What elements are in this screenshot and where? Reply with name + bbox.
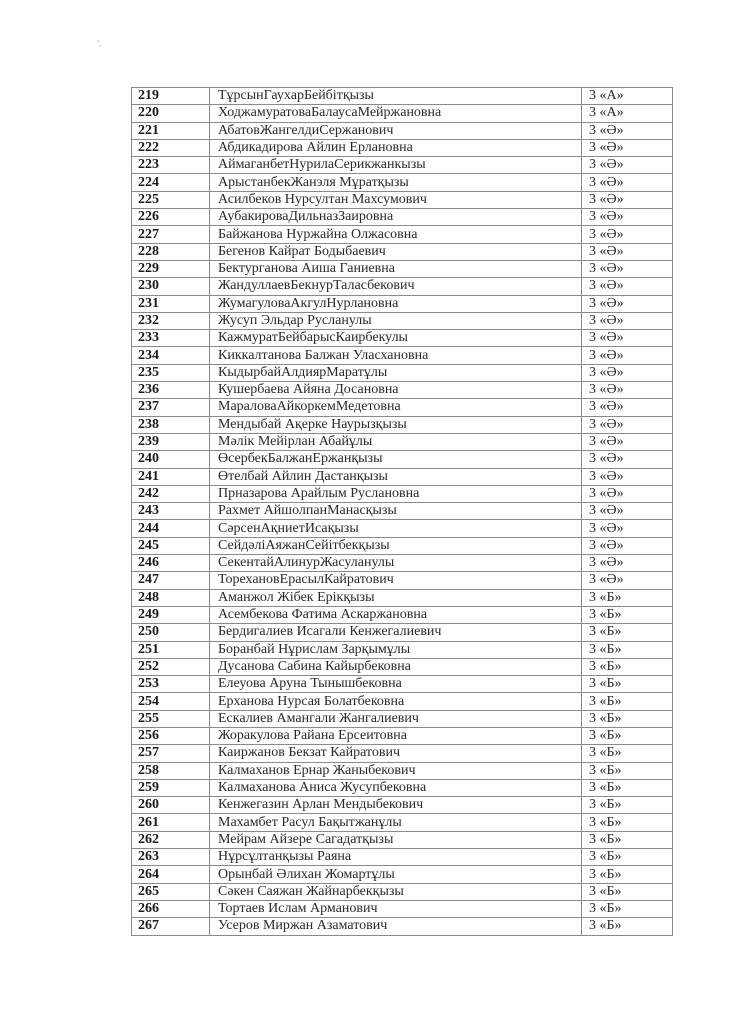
class-label: 3 «Ә» xyxy=(582,347,673,364)
table-row xyxy=(132,814,673,831)
row-number: 224 xyxy=(132,174,210,191)
class-label: 3 «Б» xyxy=(582,762,673,779)
row-number: 260 xyxy=(132,797,210,814)
class-label: 3 «Ә» xyxy=(582,260,673,277)
student-name: Бердигалиев Исагали Кенжегалиевич xyxy=(210,624,582,641)
class-label: 3 «Ә» xyxy=(582,157,673,174)
row-number: 263 xyxy=(132,849,210,866)
student-name: Жусуп Эльдар Русланулы xyxy=(210,312,582,329)
student-name: Мейрам Айзере Сагадатқызы xyxy=(210,831,582,848)
table-row xyxy=(132,900,673,917)
student-name: АубакироваДильназЗаировна xyxy=(210,209,582,226)
student-name: Каиржанов Бекзат Кайратович xyxy=(210,745,582,762)
student-name: СәрсенАқниетИсақызы xyxy=(210,520,582,537)
student-name: Өтелбай Айлин Дастанқызы xyxy=(210,468,582,485)
row-number: 247 xyxy=(132,572,210,589)
class-label: 3 «Б» xyxy=(582,918,673,935)
class-label: 3 «Б» xyxy=(582,710,673,727)
class-label: 3 «Ә» xyxy=(582,399,673,416)
row-number: 227 xyxy=(132,226,210,243)
student-name: Аманжол Жібек Ерікқызы xyxy=(210,589,582,606)
class-label: 3 «Б» xyxy=(582,849,673,866)
table-row xyxy=(132,312,673,329)
class-label: 3 «Ә» xyxy=(582,278,673,295)
table-row xyxy=(132,797,673,814)
class-label: 3 «Ә» xyxy=(582,209,673,226)
student-name: АймаганбетНурилаСерикжанкызы xyxy=(210,157,582,174)
table-row xyxy=(132,589,673,606)
student-name: ТорехановЕрасылКайратович xyxy=(210,572,582,589)
scan-speck xyxy=(99,45,101,47)
table-row xyxy=(132,918,673,935)
student-name: Рахмет АйшолпанМанасқызы xyxy=(210,503,582,520)
class-label: 3 «Ә» xyxy=(582,139,673,156)
row-number: 252 xyxy=(132,658,210,675)
class-label: 3 «Ә» xyxy=(582,243,673,260)
student-name: Ерханова Нурсая Болатбековна xyxy=(210,693,582,710)
class-label: 3 «Б» xyxy=(582,641,673,658)
table-row xyxy=(132,762,673,779)
class-label: 3 «Ә» xyxy=(582,433,673,450)
class-label: 3 «Ә» xyxy=(582,122,673,139)
table-row xyxy=(132,468,673,485)
row-number: 245 xyxy=(132,537,210,554)
row-number: 250 xyxy=(132,624,210,641)
class-label: 3 «Б» xyxy=(582,624,673,641)
table-row xyxy=(132,209,673,226)
student-name: Мәлік Мейірлан Абайұлы xyxy=(210,433,582,450)
student-name: Жоракулова Райана Ерсеитовна xyxy=(210,727,582,744)
table-row xyxy=(132,122,673,139)
table-row xyxy=(132,503,673,520)
table-row xyxy=(132,572,673,589)
row-number: 259 xyxy=(132,779,210,796)
row-number: 229 xyxy=(132,260,210,277)
student-name: АбатовЖангелдиСержанович xyxy=(210,122,582,139)
student-name: СекентайАлинурЖасуланулы xyxy=(210,555,582,572)
row-number: 266 xyxy=(132,900,210,917)
class-label: 3 «Ә» xyxy=(582,520,673,537)
row-number: 262 xyxy=(132,831,210,848)
table-row xyxy=(132,416,673,433)
student-name: ХоджамуратоваБалаусаМейржановна xyxy=(210,105,582,122)
class-label: 3 «Ә» xyxy=(582,364,673,381)
class-label: 3 «Ә» xyxy=(582,503,673,520)
table-row xyxy=(132,537,673,554)
class-label: 3 «А» xyxy=(582,105,673,122)
row-number: 233 xyxy=(132,330,210,347)
student-name: Киккалтанова Балжан Уласхановна xyxy=(210,347,582,364)
row-number: 237 xyxy=(132,399,210,416)
table-row xyxy=(132,157,673,174)
row-number: 246 xyxy=(132,555,210,572)
table-row xyxy=(132,693,673,710)
row-number: 264 xyxy=(132,866,210,883)
row-number: 219 xyxy=(132,88,210,105)
class-label: 3 «Ә» xyxy=(582,485,673,502)
class-label: 3 «Б» xyxy=(582,779,673,796)
row-number: 226 xyxy=(132,209,210,226)
row-number: 228 xyxy=(132,243,210,260)
class-label: 3 «Б» xyxy=(582,727,673,744)
class-label: 3 «Ә» xyxy=(582,451,673,468)
student-name: Дусанова Сабина Кайырбековна xyxy=(210,658,582,675)
row-number: 242 xyxy=(132,485,210,502)
row-number: 240 xyxy=(132,451,210,468)
row-number: 253 xyxy=(132,676,210,693)
row-number: 234 xyxy=(132,347,210,364)
student-name: Мендыбай Ақерке Наурызқызы xyxy=(210,416,582,433)
student-name: Калмаханов Ернар Жаныбекович xyxy=(210,762,582,779)
roster-body xyxy=(132,88,673,936)
table-row xyxy=(132,520,673,537)
row-number: 239 xyxy=(132,433,210,450)
class-label: 3 «Ә» xyxy=(582,468,673,485)
class-label: 3 «Ә» xyxy=(582,416,673,433)
table-row xyxy=(132,226,673,243)
row-number: 249 xyxy=(132,606,210,623)
class-label: 3 «Б» xyxy=(582,658,673,675)
table-row xyxy=(132,849,673,866)
table-row xyxy=(132,295,673,312)
student-roster-table xyxy=(131,87,673,936)
row-number: 220 xyxy=(132,105,210,122)
table-row xyxy=(132,727,673,744)
row-number: 235 xyxy=(132,364,210,381)
row-number: 265 xyxy=(132,883,210,900)
student-name: Прназарова Арайлым Руслановна xyxy=(210,485,582,502)
student-name: Бектурганова Аиша Ганиевна xyxy=(210,260,582,277)
row-number: 244 xyxy=(132,520,210,537)
row-number: 230 xyxy=(132,278,210,295)
table-row xyxy=(132,174,673,191)
row-number: 243 xyxy=(132,503,210,520)
class-label: 3 «Ә» xyxy=(582,295,673,312)
student-name: Орынбай Әлихан Жомартұлы xyxy=(210,866,582,883)
class-label: 3 «Ә» xyxy=(582,382,673,399)
table-row xyxy=(132,260,673,277)
class-label: 3 «Ә» xyxy=(582,572,673,589)
table-row xyxy=(132,364,673,381)
row-number: 257 xyxy=(132,745,210,762)
scan-speck xyxy=(97,40,99,42)
student-name: Бегенов Кайрат Бодыбаевич xyxy=(210,243,582,260)
class-label: 3 «Б» xyxy=(582,693,673,710)
row-number: 241 xyxy=(132,468,210,485)
class-label: 3 «Ә» xyxy=(582,555,673,572)
row-number: 255 xyxy=(132,710,210,727)
table-row xyxy=(132,382,673,399)
student-name: Сәкен Саяжан Жайнарбекқызы xyxy=(210,883,582,900)
table-row xyxy=(132,555,673,572)
table-row xyxy=(132,745,673,762)
class-label: 3 «Ә» xyxy=(582,330,673,347)
student-name: КыдырбайАлдиярМаратұлы xyxy=(210,364,582,381)
table-row xyxy=(132,831,673,848)
class-label: 3 «Б» xyxy=(582,676,673,693)
class-label: 3 «Ә» xyxy=(582,226,673,243)
class-label: 3 «Ә» xyxy=(582,174,673,191)
student-name: Тортаев Ислам Арманович xyxy=(210,900,582,917)
student-name: Махамбет Расул Бақытжанұлы xyxy=(210,814,582,831)
student-name: Кенжегазин Арлан Мендыбекович xyxy=(210,797,582,814)
student-name: СейдәліАяжанСейітбекқызы xyxy=(210,537,582,554)
row-number: 232 xyxy=(132,312,210,329)
row-number: 222 xyxy=(132,139,210,156)
table-row xyxy=(132,676,673,693)
row-number: 256 xyxy=(132,727,210,744)
student-name: ӨсербекБалжанЕржанқызы xyxy=(210,451,582,468)
student-name: Нұрсұлтанқызы Раяна xyxy=(210,849,582,866)
student-name: Усеров Миржан Азаматович xyxy=(210,918,582,935)
class-label: 3 «Ә» xyxy=(582,191,673,208)
class-label: 3 «Б» xyxy=(582,866,673,883)
class-label: 3 «Б» xyxy=(582,900,673,917)
row-number: 223 xyxy=(132,157,210,174)
table-row xyxy=(132,278,673,295)
student-name: Асилбеков Нурсултан Махсумович xyxy=(210,191,582,208)
student-name: КажмуратБейбарысКаирбекулы xyxy=(210,330,582,347)
student-name: Кушербаева Айяна Досановна xyxy=(210,382,582,399)
class-label: 3 «Ә» xyxy=(582,312,673,329)
student-name: Боранбай Нұрислам Зарқымұлы xyxy=(210,641,582,658)
row-number: 231 xyxy=(132,295,210,312)
row-number: 225 xyxy=(132,191,210,208)
row-number: 261 xyxy=(132,814,210,831)
student-name: Елеуова Аруна Тынышбековна xyxy=(210,676,582,693)
table-row xyxy=(132,641,673,658)
row-number: 236 xyxy=(132,382,210,399)
table-row xyxy=(132,451,673,468)
table-row xyxy=(132,139,673,156)
class-label: 3 «Б» xyxy=(582,831,673,848)
student-name: МараловаАйкоркемМедетовна xyxy=(210,399,582,416)
student-name: ЖумагуловаАкгулНурлановна xyxy=(210,295,582,312)
table-row xyxy=(132,433,673,450)
student-name: ЖандуллаевБекнурТаласбекович xyxy=(210,278,582,295)
table-row xyxy=(132,606,673,623)
table-row xyxy=(132,330,673,347)
row-number: 221 xyxy=(132,122,210,139)
student-name: Абдикадирова Айлин Ерлановна xyxy=(210,139,582,156)
row-number: 251 xyxy=(132,641,210,658)
row-number: 238 xyxy=(132,416,210,433)
class-label: 3 «Б» xyxy=(582,589,673,606)
table-row xyxy=(132,485,673,502)
class-label: 3 «А» xyxy=(582,88,673,105)
student-name: Байжанова Нуржайна Олжасовна xyxy=(210,226,582,243)
class-label: 3 «Ә» xyxy=(582,537,673,554)
student-name: АрыстанбекЖанэля Мұратқызы xyxy=(210,174,582,191)
student-name: Асембекова Фатима Аскаржановна xyxy=(210,606,582,623)
student-name: Ескалиев Амангали Жангалиевич xyxy=(210,710,582,727)
table-row xyxy=(132,624,673,641)
table-row xyxy=(132,88,673,105)
table-row xyxy=(132,399,673,416)
table-row xyxy=(132,710,673,727)
class-label: 3 «Б» xyxy=(582,745,673,762)
row-number: 258 xyxy=(132,762,210,779)
table-row xyxy=(132,347,673,364)
row-number: 267 xyxy=(132,918,210,935)
table-row xyxy=(132,779,673,796)
row-number: 254 xyxy=(132,693,210,710)
table-row xyxy=(132,191,673,208)
table-row xyxy=(132,243,673,260)
table-row xyxy=(132,105,673,122)
table-row xyxy=(132,866,673,883)
table-row xyxy=(132,658,673,675)
class-label: 3 «Б» xyxy=(582,814,673,831)
student-name: ТұрсынГаухарБейбітқызы xyxy=(210,88,582,105)
class-label: 3 «Б» xyxy=(582,883,673,900)
row-number: 248 xyxy=(132,589,210,606)
class-label: 3 «Б» xyxy=(582,606,673,623)
table-row xyxy=(132,883,673,900)
class-label: 3 «Б» xyxy=(582,797,673,814)
student-name: Калмаханова Аниса Жусупбековна xyxy=(210,779,582,796)
